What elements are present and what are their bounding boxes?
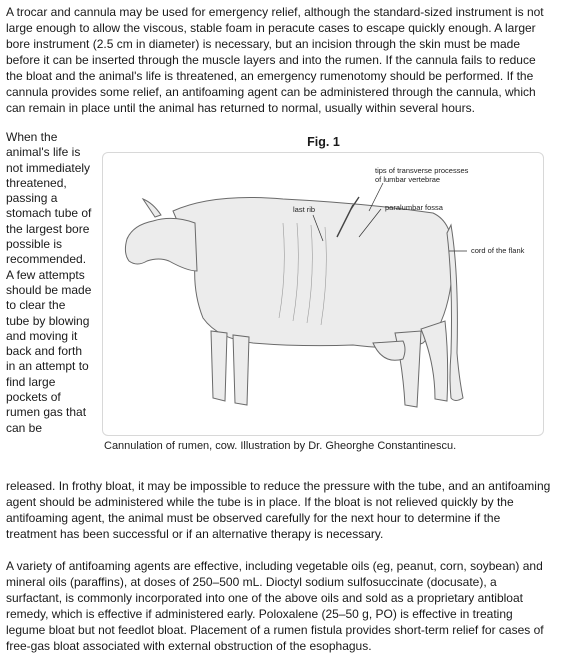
paragraph-narrow-column: When the animal's life is not immediately threatened, passing a stomach tube of the largest bore possible is recommended. A few attempts should be made to clear the tube by blowing and moving it back and forth in an attempt to find large pockets of rumen gas that can be	[6, 130, 92, 435]
paragraph-antifoaming: A variety of antifoaming agents are effective, including vegetable oils (eg, peanut, corn, soybean) and mineral oils (paraffins), at doses of 250–500 mL. Dioctyl sodium sulfosuccinate (docusate), a surfactant, is commonly incorporated into one of the above oils and sold as a proprietary antibloat remedy, which is effective if administered early. Poloxalene (25–50 g, PO) is effective in treating legume bloat but not feedlot bloat. Placement of a rumen fistula provides short-term relief for cases of free-gas bloat associated with external obstruction of the esophagus.	[6, 559, 544, 653]
paragraph-continuation: released. In frothy bloat, it may be impossible to reduce the pressure with the tube, and an antifoaming agent should be administered while the tube is in place. If the bloat is not relieved quickly by the antifoaming agent, the animal must be observed carefully for the next hour to determine if the treatment has been successful or if an alternative therapy is necessary.	[6, 479, 551, 541]
label-last-rib: last rib	[293, 205, 316, 214]
cow-drawing	[125, 198, 463, 408]
figure-caption: Cannulation of rumen, cow. Illustration by Dr. Gheorghe Constantinescu.	[104, 440, 457, 452]
label-transverse-2: of lumbar vertebrae	[375, 175, 441, 184]
figure-frame	[102, 152, 544, 436]
figure-1	[98, 130, 549, 456]
paragraph-intro: A trocar and cannula may be used for emergency relief, although the standard-sized instrument is not large enough to allow the viscous, stable foam in peracute cases to escape quickly enough. A larger bore instrument (2.5 cm in diameter) is necessary, but an incision through the skin must be made before it can be inserted through the muscle layers and into the rumen. If the cannula fails to reduce the bloat and the animal's life is threatened, an emergency rumenotomy should be performed. If the cannula provides some relief, an antifoaming agent can be administered through the cannula, which can remain in place until the animal has returned to normal, usually within several hours.	[6, 5, 544, 115]
label-paralumbar: paralumbar fossa	[385, 203, 443, 212]
cow-illustration	[103, 153, 543, 435]
label-transverse-1: tips of transverse processes	[375, 166, 469, 175]
figure-title: Fig. 1	[307, 135, 340, 149]
label-cord: cord of the flank	[471, 246, 525, 255]
article-body	[6, 4, 554, 653]
